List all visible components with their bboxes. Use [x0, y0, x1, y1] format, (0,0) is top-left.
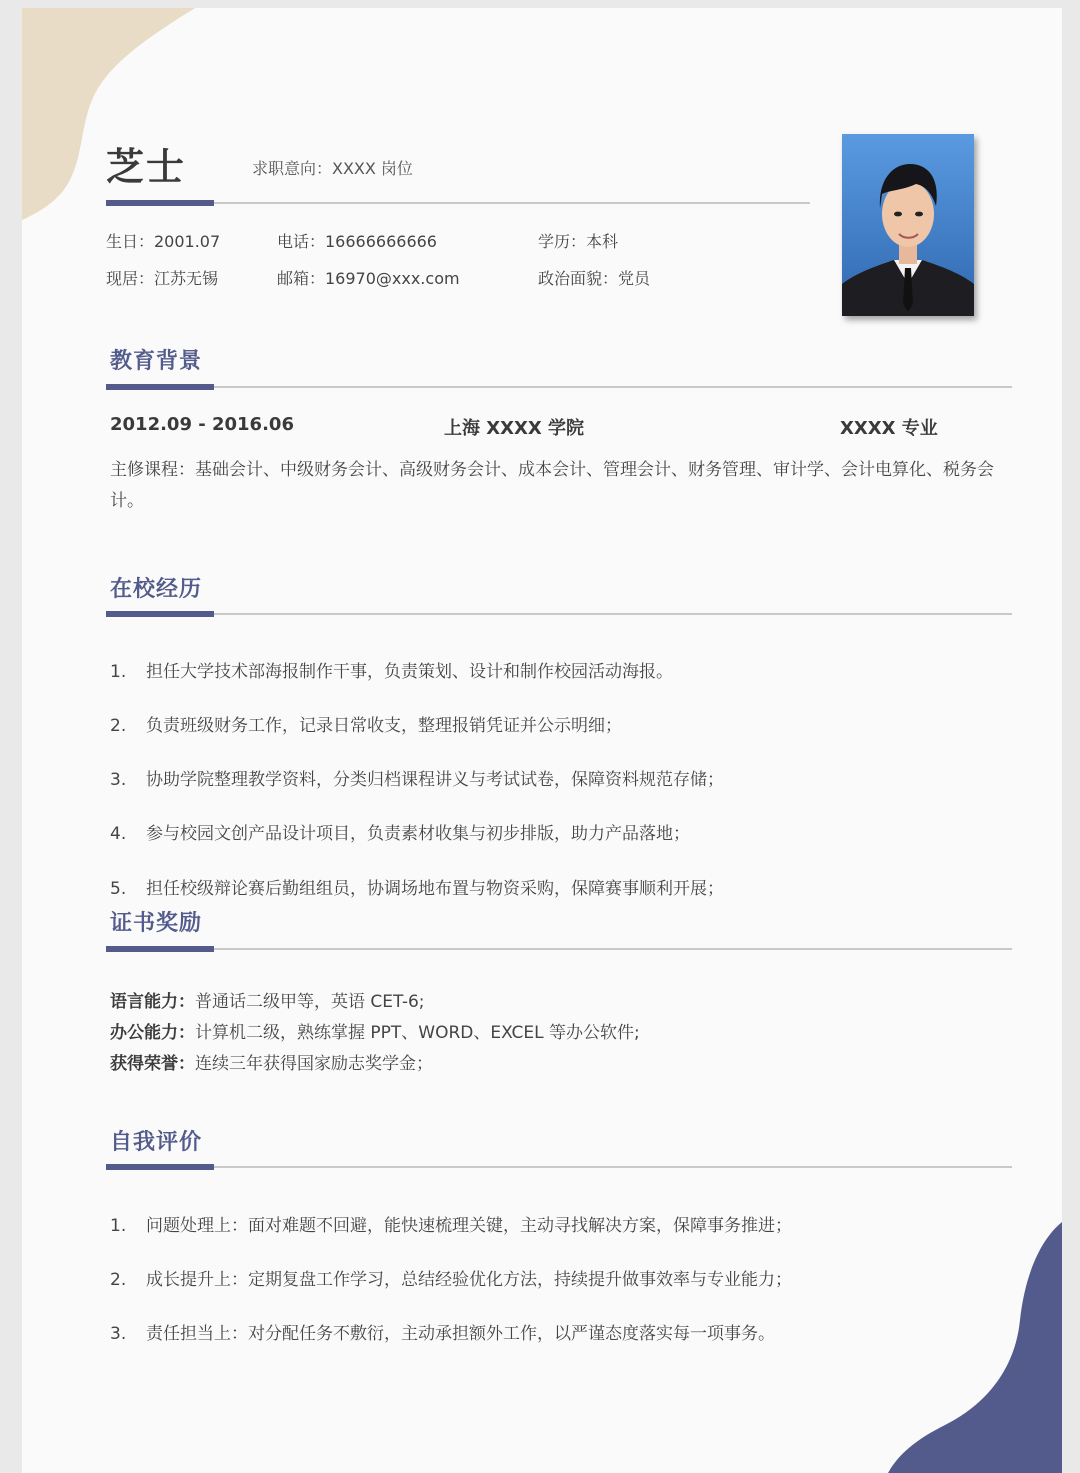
candidate-name: 芝士: [106, 145, 187, 189]
campus-item: 2. 负责班级财务工作，记录日常收支，整理报销凭证并公示明细；: [110, 716, 622, 736]
education-courses: 主修课程：基础会计、中级财务会计、高级财务会计、成本会计、管理会计、财务管理、审计学、会计电算化、税务会计。: [110, 460, 994, 511]
profile-photo: [842, 134, 974, 316]
cert-language: 语言能力：普通话二级甲等，英语 CET-6;: [110, 992, 425, 1012]
self-evaluation-rule-accent: [106, 1164, 214, 1170]
section-title-self-evaluation: 自我评价: [110, 1130, 203, 1155]
campus-item: 4. 参与校园文创产品设计项目，负责素材收集与初步排版，助力产品落地；: [110, 824, 690, 844]
blue-corner-blob: [888, 1222, 1062, 1473]
info-residence: 现居：江苏无锡: [106, 269, 219, 288]
job-intent: 求职意向：XXXX 岗位: [252, 159, 413, 178]
header-rule: [212, 202, 810, 204]
info-phone: 电话：16666666666: [277, 232, 437, 251]
cert-office: 办公能力：计算机二级，熟练掌握 PPT、WORD、EXCEL 等办公软件;: [110, 1023, 640, 1043]
info-education: 学历：本科: [538, 232, 619, 251]
info-political-status: 政治面貌：党员: [538, 269, 651, 288]
campus-rule: [212, 613, 1012, 615]
section-title-certificates: 证书奖励: [110, 911, 203, 936]
campus-rule-accent: [106, 611, 214, 617]
section-title-campus: 在校经历: [110, 577, 203, 602]
resume-page: [22, 8, 1062, 1473]
campus-item: 1. 担任大学技术部海报制作干事，负责策划、设计和制作校园活动海报。: [110, 662, 673, 682]
certificates-rule: [212, 948, 1012, 950]
info-birthday: 生日：2001.07: [106, 232, 221, 251]
education-school: 上海 XXXX 学院: [444, 418, 585, 439]
education-period: 2012.09 - 2016.06: [110, 414, 294, 435]
info-email: 邮箱：16970@xxx.com: [277, 269, 460, 288]
self-evaluation-rule: [212, 1166, 1012, 1168]
education-rule: [212, 386, 1012, 388]
campus-item: 5. 担任校级辩论赛后勤组组员，协调场地布置与物资采购，保障赛事顺利开展；: [110, 879, 724, 899]
self-evaluation-item: 2. 成长提升上：定期复盘工作学习，总结经验优化方法，持续提升做事效率与专业能力；: [110, 1270, 792, 1290]
education-major: XXXX 专业: [840, 418, 938, 439]
self-evaluation-item: 1. 问题处理上：面对难题不回避，能快速梳理关键，主动寻找解决方案，保障事务推进；: [110, 1216, 792, 1236]
self-evaluation-item: 3. 责任担当上：对分配任务不敷衍，主动承担额外工作，以严谨态度落实每一项事务。: [110, 1324, 775, 1344]
header-rule-accent: [106, 200, 214, 206]
section-title-education: 教育背景: [110, 349, 203, 374]
education-rule-accent: [106, 384, 214, 390]
cert-honors: 获得荣誉：连续三年获得国家励志奖学金；: [110, 1054, 433, 1074]
campus-item: 3. 协助学院整理教学资料，分类归档课程讲义与考试试卷，保障资料规范存储；: [110, 770, 724, 790]
certificates-rule-accent: [106, 946, 214, 952]
